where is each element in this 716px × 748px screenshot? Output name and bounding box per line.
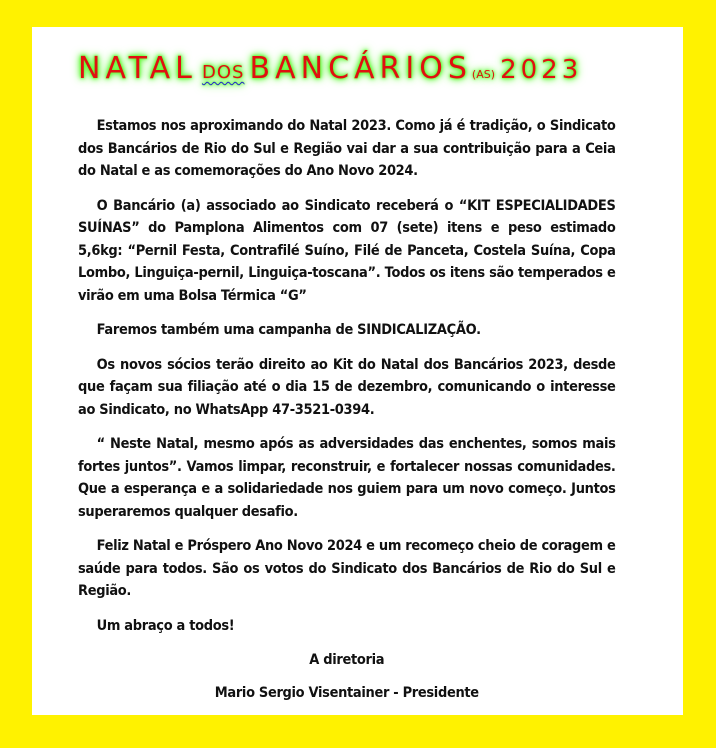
title-year: 2023 bbox=[500, 55, 583, 85]
paragraph-closing: Um abraço a todos! bbox=[96, 617, 235, 634]
document-page bbox=[32, 27, 683, 715]
letter-body bbox=[78, 115, 616, 714]
paragraph-intro: Estamos nos aproximando do Natal 2023. Como já é tradição, o Sindicato dos Bancários de Rio do Sul e Região vai dar a sua contribuição para a Ceia do Natal e as comemorações do Ano Novo 2024. bbox=[78, 118, 616, 179]
paragraph-campaign: Faremos também uma campanha de SINDICALIZAÇÃO. bbox=[96, 322, 481, 338]
signature-president: Mario Sergio Visentainer - Presidente bbox=[214, 684, 479, 701]
title-as: (AS) bbox=[471, 68, 495, 81]
document-title bbox=[78, 49, 668, 95]
signature-board: A diretoria bbox=[309, 652, 385, 668]
paragraph-wishes: Feliz Natal e Próspero Ano Novo 2024 e um recomeço cheio de coragem e saúde para todos. São os votos do Sindicato dos Bancários de Rio do Sul e Região. bbox=[78, 538, 616, 599]
title-dos: DOS bbox=[201, 62, 245, 83]
title-bancarios: BANCÁRIOS bbox=[249, 51, 472, 86]
paragraph-kit: O Bancário (a) associado ao Sindicato receberá o “KIT ESPECIALIDADES SUÍNAS” do Pamplona Alimentos com 07 (sete) itens e peso estimado 5,6kg: “Pernil Festa, Contrafilé Suíno, Filé de Panceta, Costela Suína, Copa Lombo, Linguiça-pernil, Linguiça-toscana”. Todos os itens são temperados e virão em uma Bolsa Térmica “G” bbox=[78, 197, 616, 304]
title-natal: NATAL bbox=[78, 51, 197, 86]
paragraph-new-members: Os novos sócios terão direito ao Kit do Natal dos Bancários 2023, desde que façam sua filiação até o dia 15 de dezembro, comunicando o interesse ao Sindicato, no WhatsApp 47-3521-0394. bbox=[78, 356, 616, 418]
paragraph-quote: “ Neste Natal, mesmo após as adversidades das enchentes, somos mais fortes juntos”. Vamos limpar, reconstruir, e fortalecer nossas comunidades. Que a esperança e a solidariedade nos guiem para um novo começo. Juntos superaremos qualquer desafio. bbox=[78, 436, 616, 520]
